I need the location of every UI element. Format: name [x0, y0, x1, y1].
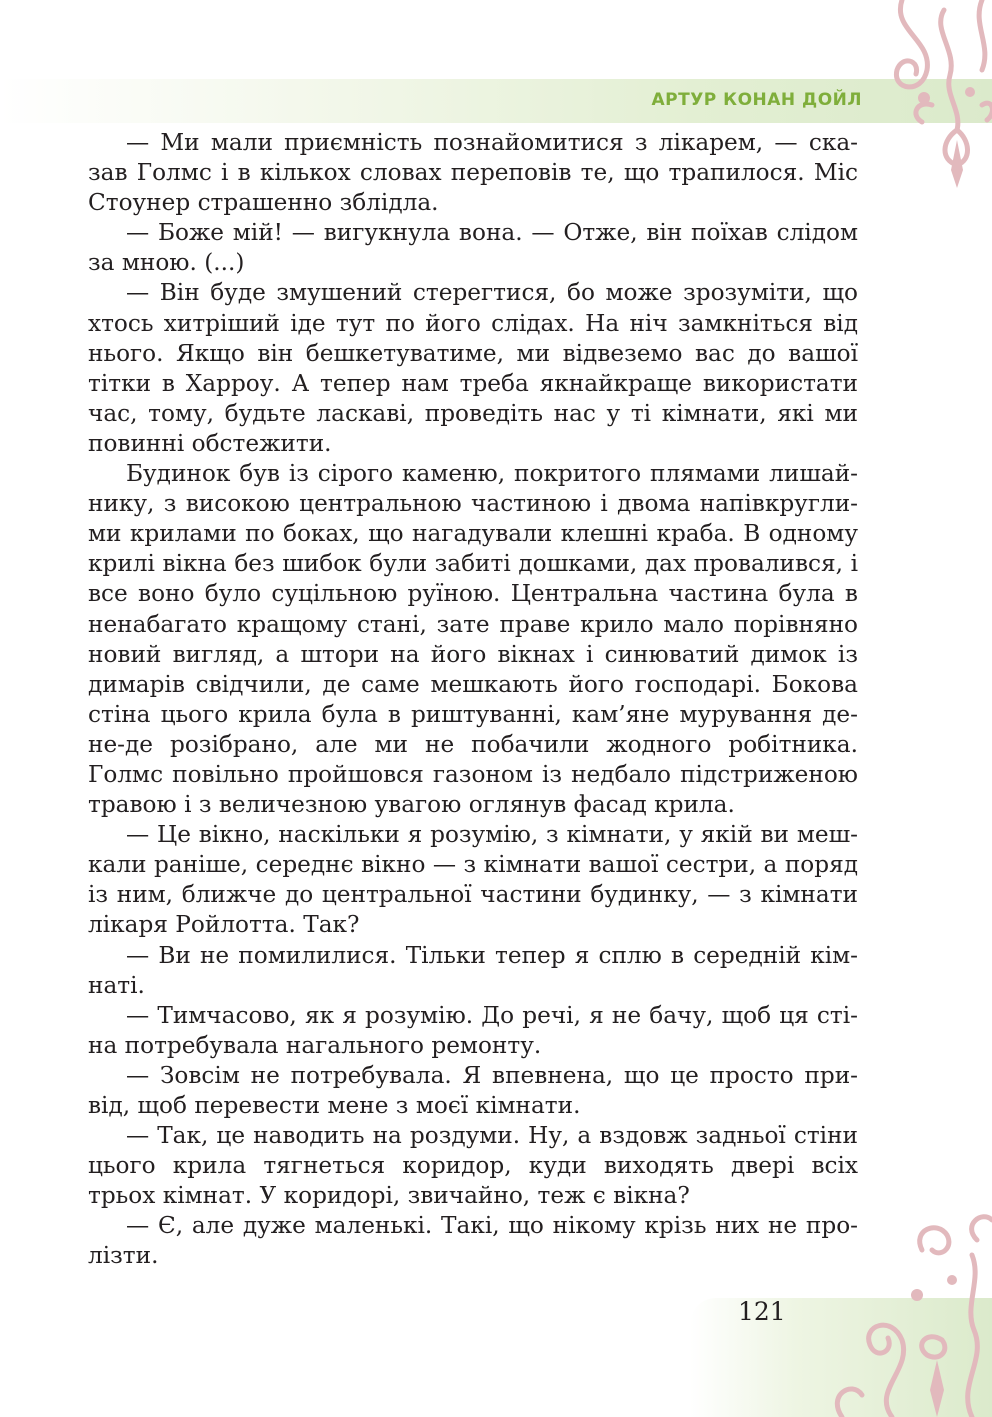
paragraph: — Це вікно, наскільки я розумію, з кімнати, у якій ви мешкали раніше, середнє вікно — з кімнати вашої сестри, а поряд із ним, ближче до центральної частини будинку, — з кімнати лікаря Ройлотта. Так? [88, 821, 858, 939]
paragraph: — Ми мали приємність познайомитися з лікарем, — сказав Голмс і в кількох словах переповів те, що трапилося. Міс Стоунер страшенно зблідла. [88, 129, 858, 217]
text-column [88, 128, 858, 1272]
paragraph: — Він буде змушений стерегтися, бо може зрозуміти, що хтось хитріший іде тут по його слідах. На ніч замкніться від нього. Якщо він бешкетуватиме, ми відвеземо вас до вашої тітки в Харроу. А тепер нам треба якнайкраще використати час, тому, будьте ласкаві, проведіть нас у ті кімнати, які ми повинні обстежити. [88, 279, 858, 457]
paragraph: — Боже мій! — вигукнула вона. — Отже, він поїхав слідом за мною. (...) [88, 219, 858, 277]
paragraph: — Ви не помилилися. Тільки тепер я сплю в середній кімнаті. [88, 941, 858, 999]
paragraph: Будинок був із сірого каменю, покритого плямами лишайнику, з високою центральною частиною і двома напівкруглими крилами по боках, що нагадували клешні краба. В одному крилі вікна без шибок були забиті дошками, дах провалився, і все воно було суцільною руїною. Центральна частина була в ненабагато кращому стані, зате праве крило мало порівняно новий вигляд, а штори на його вікнах і синюватий димок із димарів свідчили, де саме мешкають його господарі. Бокова стіна цього крила була в риштуванні, кам’яне мурування де-не-де розібрано, але ми не побачили жодного робітника. Голмс повільно пройшовся газоном із недбало підстриженою травою і з величезною увагою оглянув фасад крила. [88, 460, 858, 819]
paragraph: — Тимчасово, як я розумію. До речі, я не бачу, щоб ця стіна потребувала нагального ремонту. [88, 1001, 858, 1059]
paragraph: — Зовсім не потребувала. Я впевнена, що це просто привід, щоб перевести мене з моєї кімнати. [88, 1061, 858, 1119]
running-head: АРТУР КОНАН ДОЙЛ [651, 90, 862, 110]
paragraph: — Так, це наводить на роздуми. Ну, а вздовж задньої стіни цього крила тягнеться коридор, куди виходять двері всіх трьох кімнат. У коридорі, звичайно, теж є вікна? [88, 1122, 858, 1210]
paragraph: — Є, але дуже маленькі. Такі, що нікому крізь них не пролізти. [88, 1212, 858, 1270]
page-number: 121 [738, 1297, 786, 1326]
